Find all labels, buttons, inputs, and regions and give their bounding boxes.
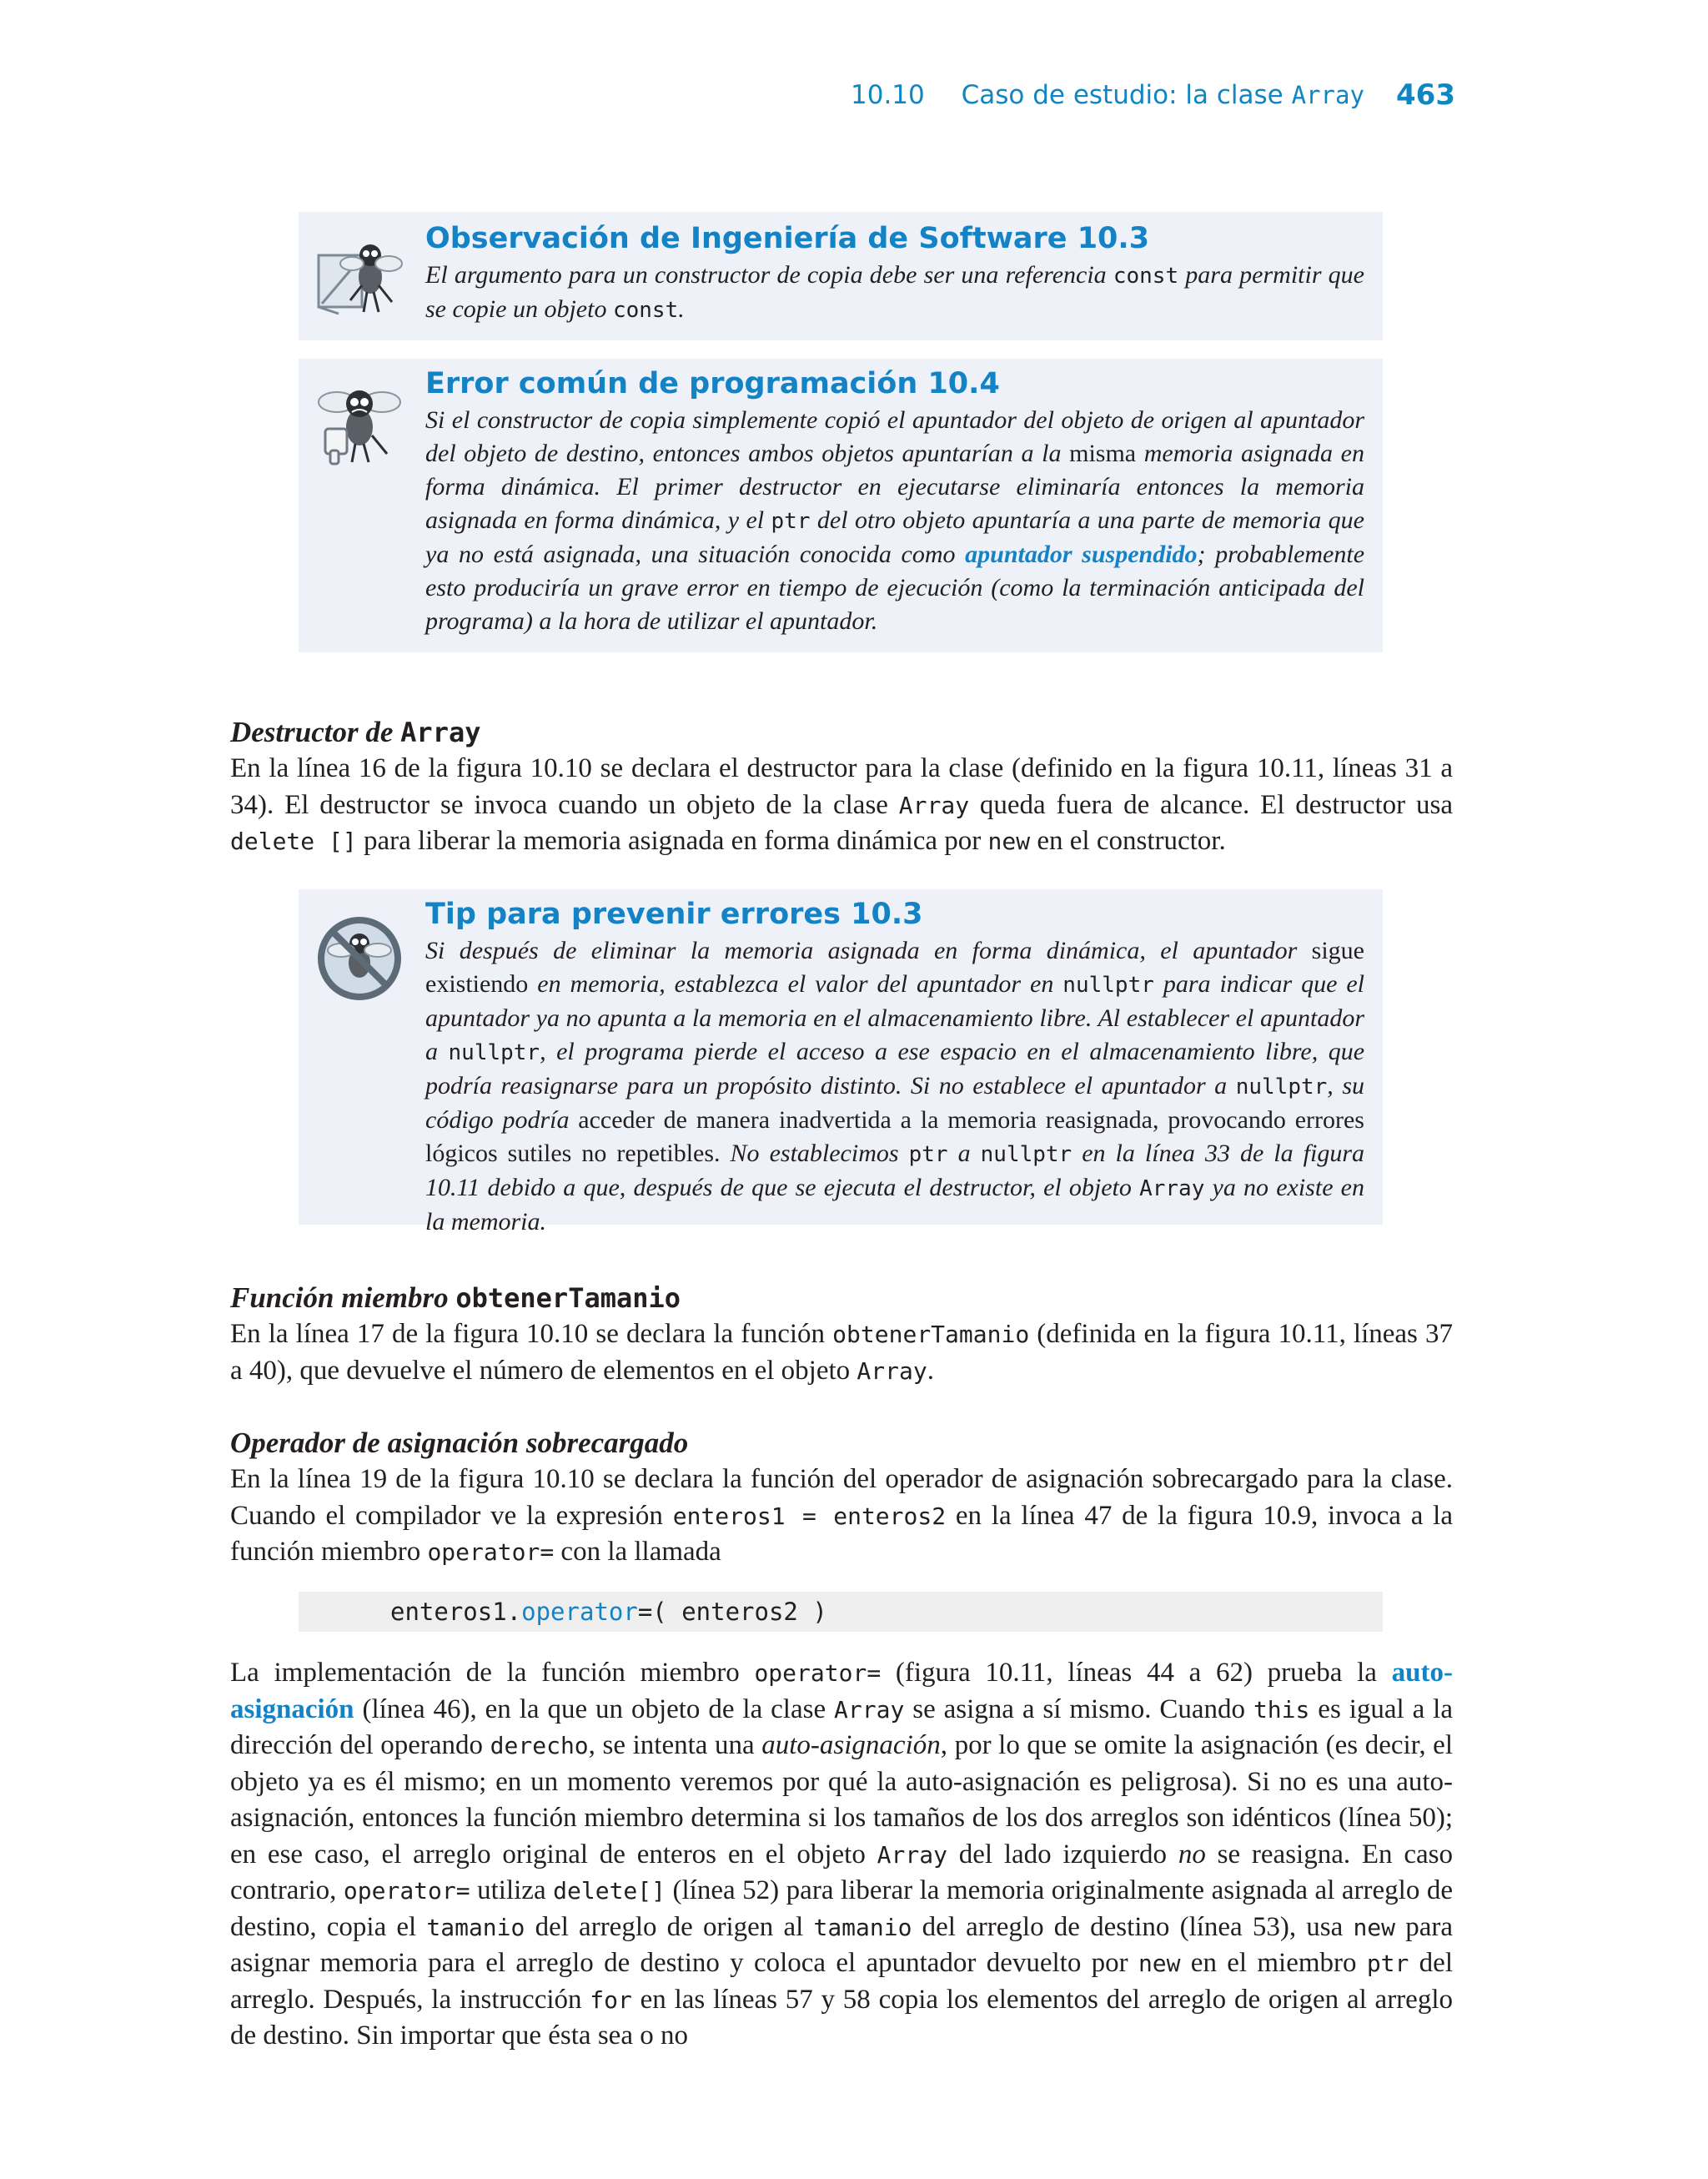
key-term: apuntador suspendido	[965, 541, 1198, 568]
tip-title: Error común de programación 10.4	[425, 367, 1000, 400]
bug-prohibited-icon	[314, 913, 405, 1004]
key-term: auto-asignación	[230, 1658, 1453, 1724]
section-number: 10.10	[851, 80, 925, 110]
section-heading-asignacion: Operador de asignación sobrecargado	[230, 1427, 689, 1459]
code-example: enteros1.operator=( enteros2 )	[299, 1592, 1383, 1632]
code-keyword: operator	[521, 1598, 638, 1626]
tip-body: Si el constructor de copia simplemente copió el apuntador del objeto de origen al apuntador del objeto de destino, entonces ambos objetos apuntarían a la misma memoria asignada en forma dinámica. El primer destructor en ejecutarse eliminaría entonces la memoria asignada en forma dinámica, y el ptr del otro objeto apuntaría a una parte de memoria que ya no está asignada, una situación conocida como apuntador suspendido; probablemente esto produciría un grave error en tiempo de ejecución (como la terminación anticipada del programa) a la hora de utilizar el apuntador.	[425, 406, 1365, 635]
running-header	[851, 80, 1451, 122]
paragraph-asignacion-detail: La implementación de la función miembro operator= (figura 10.11, líneas 44 a 62) prueba la auto-asignación (línea 46), en la que un objeto de la clase Array se asigna a sí mismo. Cuando this es igual a la dirección del operando derecho, se intenta una auto-asignación, por lo que se omite la asignación (es decir, el objeto ya es él mismo; en un momento veremos por qué la auto-asignación es peligrosa). Si no es una auto-asignación, entonces la función miembro determina si los tamaños de los dos arreglos son idénticos (línea 50); en ese caso, el arreglo original de enteros en el objeto Array del lado izquierdo no se reasigna. En caso contrario, operator= utiliza delete[] (línea 52) para liberar la memoria originalmente asignada al arreglo de destino, copia el tamanio del arreglo de origen al tamanio del arreglo de destino (línea 53), usa new para asignar memoria para el arreglo de destino y coloca el apuntador devuelto por new en el miembro ptr del arreglo. Después, la instrucción for en las líneas 57 y 58 copia los elementos del arreglo de origen al arreglo de destino. Sin importar que ésta sea o no	[230, 1658, 1454, 2051]
bug-thumbs-down-icon	[314, 377, 405, 469]
paragraph-asignacion-intro: En la línea 19 de la figura 10.10 se declara la función del operador de asignación sobrecargado para la clase. Cuando el compilador ve la expresión enteros1 = enteros2 en la línea 47 de la figura 10.9, invoca a la función miembro operator= con la llamada	[230, 1464, 1453, 1567]
section-title: Caso de estudio: la clase Array	[961, 80, 1364, 110]
section-title-code: Array	[1291, 81, 1364, 109]
software-engineering-tip-box	[299, 212, 1383, 340]
tip-body: Si después de eliminar la memoria asignada en forma dinámica, el apuntador sigue existiendo en memoria, establezca el valor del apuntador en nullptr para indicar que el apuntador ya no apunta a la memoria en el almacenamiento libre. Al establecer el apuntador a nullptr, el programa pierde el acceso a ese espacio en el almacenamiento libre, que podría reasignarse para un propósito distinto. Si no establece el apuntador a nullptr, su código podría acceder de manera inadvertida a la memoria reasignada, provocando errores lógicos sutiles no repetibles. No establecimos ptr a nullptr en la línea 33 de la figura 10.11 debido a que, después de que se ejecuta el destructor, el objeto Array ya no existe en la memoria.	[425, 937, 1365, 1235]
tip-body: El argumento para un constructor de copia debe ser una referencia const para permitir que se copie un objeto const.	[425, 261, 1364, 323]
section-heading-obtener-tamanio: Función miembro obtenerTamanio	[230, 1281, 681, 1314]
paragraph-obtener-tamanio: En la línea 17 de la figura 10.10 se declara la función obtenerTamanio (definida en la figura 10.11, líneas 37 a 40), que devuelve el número de elementos en el objeto Array.	[230, 1319, 1453, 1386]
error-prevention-tip-box	[299, 889, 1383, 1235]
bug-drawing-icon	[314, 230, 405, 322]
page-number: 463	[1396, 78, 1455, 112]
section-heading-destructor: Destructor de Array	[230, 716, 481, 748]
common-error-tip-box	[299, 359, 1383, 652]
paragraph-destructor: En la línea 16 de la figura 10.10 se declara el destructor para la clase (definido en la figura 10.11, líneas 31 a 34). El destructor se invoca cuando un objeto de la clase Array queda fuera de alcance. El destructor usa delete [] para liberar la memoria asignada en forma dinámica por new en el constructor.	[230, 753, 1453, 856]
tip-title: Observación de Ingeniería de Software 10.3	[425, 222, 1150, 255]
tip-title: Tip para prevenir errores 10.3	[425, 898, 923, 931]
